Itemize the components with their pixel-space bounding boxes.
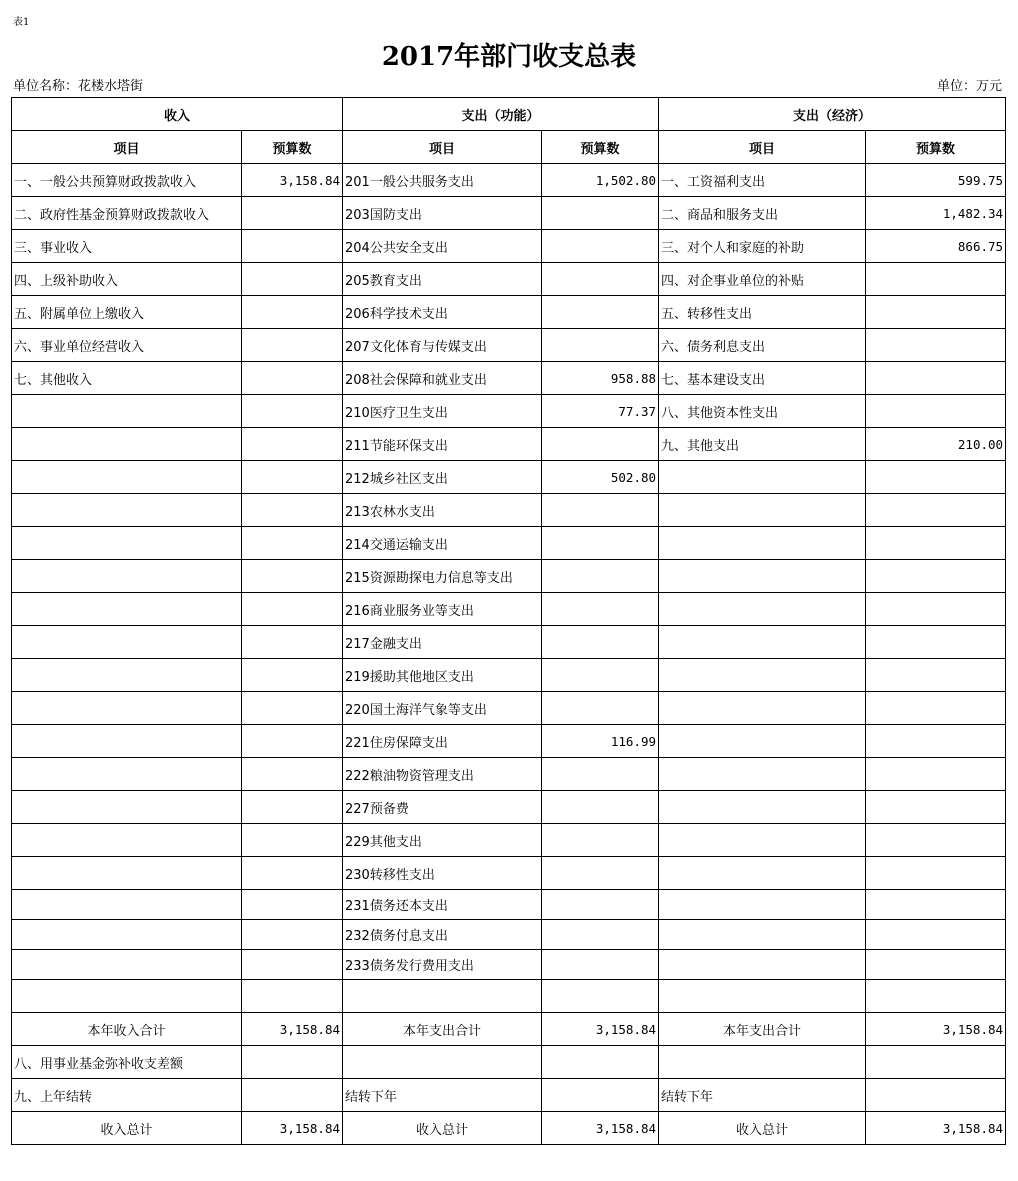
income-amount-cell: 3,158.84 (242, 164, 343, 197)
functional-amount-cell: 502.80 (542, 461, 659, 494)
functional-item-cell: 本年支出合计 (343, 1013, 542, 1046)
economic-amount-cell (866, 824, 1006, 857)
income-item-cell: 六、事业单位经营收入 (12, 329, 242, 362)
table-row (12, 1079, 1006, 1112)
income-amount-cell (242, 230, 343, 263)
income-amount-cell (242, 395, 343, 428)
functional-amount-cell (542, 626, 659, 659)
functional-expenditure-header: 支出（功能） (343, 98, 659, 131)
functional-amount-cell (542, 758, 659, 791)
functional-item-cell: 216商业服务业等支出 (343, 593, 542, 626)
income-amount-cell (242, 920, 343, 950)
economic-item-cell (659, 560, 866, 593)
functional-item-cell: 206科学技术支出 (343, 296, 542, 329)
table-row (12, 296, 1006, 329)
economic-amount-cell (866, 362, 1006, 395)
economic-amount-cell: 3,158.84 (866, 1013, 1006, 1046)
table-row (12, 659, 1006, 692)
section-header-row (12, 98, 1006, 131)
functional-amount-cell (542, 329, 659, 362)
economic-amount-cell: 1,482.34 (866, 197, 1006, 230)
functional-amount-cell (542, 263, 659, 296)
income-item-cell: 收入总计 (12, 1112, 242, 1145)
income-item-cell (12, 428, 242, 461)
functional-amount-cell (542, 593, 659, 626)
economic-item-cell: 五、转移性支出 (659, 296, 866, 329)
table-row (12, 791, 1006, 824)
economic-amount-cell (866, 980, 1006, 1013)
functional-amount-cell (542, 890, 659, 920)
economic-amount-cell (866, 1079, 1006, 1112)
currency-unit: 单位：万元 (936, 79, 1002, 94)
functional-item-cell (343, 980, 542, 1013)
economic-item-cell (659, 692, 866, 725)
economic-amount-cell (866, 890, 1006, 920)
economic-item-cell: 三、对个人和家庭的补助 (659, 230, 866, 263)
income-item-cell (12, 659, 242, 692)
table-row (12, 950, 1006, 980)
economic-item-cell (659, 1046, 866, 1079)
functional-amount-cell (542, 197, 659, 230)
income-item-cell: 本年收入合计 (12, 1013, 242, 1046)
functional-item-cell: 结转下年 (343, 1079, 542, 1112)
income-amount-cell (242, 362, 343, 395)
economic-item-cell (659, 527, 866, 560)
economic-item-cell: 九、其他支出 (659, 428, 866, 461)
grand-total-row (12, 1112, 1006, 1145)
functional-item-cell (343, 1046, 542, 1079)
functional-amount-cell (542, 824, 659, 857)
economic-amount-cell: 599.75 (866, 164, 1006, 197)
economic-item-cell (659, 593, 866, 626)
economic-expenditure-header: 支出（经济） (659, 98, 1006, 131)
table-row (12, 527, 1006, 560)
income-item-cell: 七、其他收入 (12, 362, 242, 395)
functional-item-cell: 222粮油物资管理支出 (343, 758, 542, 791)
income-amount-cell (242, 980, 343, 1013)
functional-amount-cell (542, 296, 659, 329)
functional-item-cell: 201一般公共服务支出 (343, 164, 542, 197)
economic-item-cell (659, 920, 866, 950)
functional-item-cell: 205教育支出 (343, 263, 542, 296)
functional-item-cell: 204公共安全支出 (343, 230, 542, 263)
economic-item-cell (659, 980, 866, 1013)
functional-amount-cell: 3,158.84 (542, 1013, 659, 1046)
economic-item-cell: 一、工资福利支出 (659, 164, 866, 197)
functional-amount-cell (542, 791, 659, 824)
economic-amount-cell (866, 626, 1006, 659)
functional-item-cell: 233债务发行费用支出 (343, 950, 542, 980)
income-item-cell (12, 527, 242, 560)
income-item-cell (12, 791, 242, 824)
economic-amount-cell (866, 920, 1006, 950)
table-row (12, 461, 1006, 494)
income-amount-cell (242, 626, 343, 659)
income-amount-cell (242, 593, 343, 626)
economic-amount-cell (866, 1046, 1006, 1079)
economic-amount-cell (866, 296, 1006, 329)
economic-item-cell: 本年支出合计 (659, 1013, 866, 1046)
economic-item-cell (659, 494, 866, 527)
functional-item-cell: 232债务付息支出 (343, 920, 542, 950)
economic-item-cell: 七、基本建设支出 (659, 362, 866, 395)
income-amount-cell (242, 950, 343, 980)
unit-name: 单位名称：花楼水塔街 (13, 79, 144, 94)
income-item-cell: 一、一般公共预算财政拨款收入 (12, 164, 242, 197)
column-header-row (12, 131, 1006, 164)
economic-item-cell: 收入总计 (659, 1112, 866, 1145)
income-item-cell: 五、附属单位上缴收入 (12, 296, 242, 329)
functional-amount-cell (542, 527, 659, 560)
functional-amount-cell (542, 1046, 659, 1079)
income-amount-cell (242, 494, 343, 527)
page-title: 2017年部门收支总表 (381, 42, 637, 72)
economic-item-cell (659, 890, 866, 920)
income-amount-cell: 3,158.84 (242, 1013, 343, 1046)
table-row (12, 1046, 1006, 1079)
income-item-cell (12, 461, 242, 494)
income-item-cell: 二、政府性基金预算财政拨款收入 (12, 197, 242, 230)
table-row (12, 263, 1006, 296)
table-row (12, 758, 1006, 791)
table-row (12, 725, 1006, 758)
functional-item-cell: 215资源勘探电力信息等支出 (343, 560, 542, 593)
functional-amount-cell: 116.99 (542, 725, 659, 758)
annual-total-row (12, 1013, 1006, 1046)
functional-item-cell: 213农林水支出 (343, 494, 542, 527)
economic-item-cell (659, 791, 866, 824)
column-header-budget: 预算数 (542, 131, 659, 164)
income-amount-cell (242, 659, 343, 692)
economic-item-cell: 八、其他资本性支出 (659, 395, 866, 428)
income-item-cell (12, 395, 242, 428)
economic-item-cell (659, 758, 866, 791)
income-item-cell (12, 626, 242, 659)
economic-item-cell (659, 857, 866, 890)
economic-amount-cell (866, 395, 1006, 428)
economic-amount-cell (866, 857, 1006, 890)
economic-amount-cell (866, 461, 1006, 494)
economic-item-cell (659, 824, 866, 857)
economic-amount-cell (866, 791, 1006, 824)
functional-item-cell: 210医疗卫生支出 (343, 395, 542, 428)
income-section-header: 收入 (12, 98, 343, 131)
economic-item-cell (659, 659, 866, 692)
functional-amount-cell: 3,158.84 (542, 1112, 659, 1145)
functional-item-cell: 221住房保障支出 (343, 725, 542, 758)
income-item-cell (12, 560, 242, 593)
table-row (12, 164, 1006, 197)
income-amount-cell (242, 428, 343, 461)
income-item-cell: 三、事业收入 (12, 230, 242, 263)
economic-amount-cell (866, 659, 1006, 692)
economic-amount-cell (866, 329, 1006, 362)
column-header-budget: 预算数 (866, 131, 1006, 164)
functional-item-cell: 203国防支出 (343, 197, 542, 230)
income-amount-cell (242, 560, 343, 593)
functional-amount-cell (542, 560, 659, 593)
income-amount-cell (242, 527, 343, 560)
income-item-cell (12, 692, 242, 725)
functional-amount-cell (542, 428, 659, 461)
table-row (12, 626, 1006, 659)
income-item-cell (12, 950, 242, 980)
income-amount-cell (242, 1079, 343, 1112)
functional-item-cell: 212城乡社区支出 (343, 461, 542, 494)
income-amount-cell (242, 329, 343, 362)
functional-item-cell: 231债务还本支出 (343, 890, 542, 920)
table-row (12, 857, 1006, 890)
table-number-label: 表1 (13, 17, 30, 28)
functional-amount-cell (542, 230, 659, 263)
economic-item-cell (659, 461, 866, 494)
income-item-cell (12, 857, 242, 890)
functional-amount-cell (542, 692, 659, 725)
economic-amount-cell (866, 758, 1006, 791)
economic-amount-cell: 866.75 (866, 230, 1006, 263)
income-item-cell (12, 824, 242, 857)
functional-item-cell: 229其他支出 (343, 824, 542, 857)
table-row (12, 692, 1006, 725)
income-amount-cell (242, 725, 343, 758)
table-row (12, 395, 1006, 428)
table-row (12, 230, 1006, 263)
income-amount-cell (242, 296, 343, 329)
income-item-cell (12, 890, 242, 920)
income-amount-cell (242, 791, 343, 824)
functional-item-cell: 207文化体育与传媒支出 (343, 329, 542, 362)
economic-item-cell (659, 950, 866, 980)
income-item-cell: 四、上级补助收入 (12, 263, 242, 296)
functional-amount-cell (542, 659, 659, 692)
table-row (12, 494, 1006, 527)
functional-item-cell: 收入总计 (343, 1112, 542, 1145)
table-row (12, 824, 1006, 857)
functional-item-cell: 211节能环保支出 (343, 428, 542, 461)
economic-item-cell (659, 725, 866, 758)
income-amount-cell (242, 1046, 343, 1079)
income-item-cell: 八、用事业基金弥补收支差额 (12, 1046, 242, 1079)
functional-item-cell: 227预备费 (343, 791, 542, 824)
economic-amount-cell (866, 725, 1006, 758)
functional-amount-cell: 1,502.80 (542, 164, 659, 197)
column-header-item: 项目 (659, 131, 866, 164)
functional-amount-cell (542, 1079, 659, 1112)
column-header-item: 项目 (343, 131, 542, 164)
income-amount-cell (242, 758, 343, 791)
budget-summary-table (11, 97, 1006, 1145)
income-item-cell: 九、上年结转 (12, 1079, 242, 1112)
income-amount-cell (242, 857, 343, 890)
functional-amount-cell (542, 950, 659, 980)
functional-amount-cell: 77.37 (542, 395, 659, 428)
income-item-cell (12, 980, 242, 1013)
functional-item-cell: 220国土海洋气象等支出 (343, 692, 542, 725)
economic-item-cell: 四、对企事业单位的补贴 (659, 263, 866, 296)
table-row (12, 890, 1006, 920)
economic-amount-cell (866, 692, 1006, 725)
functional-item-cell: 214交通运输支出 (343, 527, 542, 560)
table-row (12, 560, 1006, 593)
table-row (12, 593, 1006, 626)
functional-amount-cell (542, 494, 659, 527)
functional-amount-cell (542, 980, 659, 1013)
income-amount-cell (242, 692, 343, 725)
economic-amount-cell: 3,158.84 (866, 1112, 1006, 1145)
income-item-cell (12, 758, 242, 791)
economic-amount-cell: 210.00 (866, 428, 1006, 461)
economic-amount-cell (866, 263, 1006, 296)
economic-amount-cell (866, 950, 1006, 980)
economic-item-cell: 二、商品和服务支出 (659, 197, 866, 230)
income-item-cell (12, 494, 242, 527)
economic-amount-cell (866, 494, 1006, 527)
table-row (12, 362, 1006, 395)
table-row (12, 329, 1006, 362)
functional-item-cell: 219援助其他地区支出 (343, 659, 542, 692)
income-item-cell (12, 725, 242, 758)
table-row (12, 920, 1006, 950)
economic-amount-cell (866, 560, 1006, 593)
functional-amount-cell: 958.88 (542, 362, 659, 395)
income-amount-cell (242, 461, 343, 494)
functional-item-cell: 230转移性支出 (343, 857, 542, 890)
column-header-item: 项目 (12, 131, 242, 164)
economic-item-cell: 结转下年 (659, 1079, 866, 1112)
column-header-budget: 预算数 (242, 131, 343, 164)
economic-amount-cell (866, 593, 1006, 626)
income-amount-cell (242, 263, 343, 296)
functional-item-cell: 208社会保障和就业支出 (343, 362, 542, 395)
income-amount-cell (242, 824, 343, 857)
table-row (12, 197, 1006, 230)
income-amount-cell: 3,158.84 (242, 1112, 343, 1145)
functional-amount-cell (542, 920, 659, 950)
economic-item-cell: 六、债务利息支出 (659, 329, 866, 362)
income-amount-cell (242, 890, 343, 920)
economic-amount-cell (866, 527, 1006, 560)
table-row (12, 980, 1006, 1013)
functional-item-cell: 217金融支出 (343, 626, 542, 659)
table-row (12, 428, 1006, 461)
income-item-cell (12, 593, 242, 626)
functional-amount-cell (542, 857, 659, 890)
economic-item-cell (659, 626, 866, 659)
income-amount-cell (242, 197, 343, 230)
income-item-cell (12, 920, 242, 950)
